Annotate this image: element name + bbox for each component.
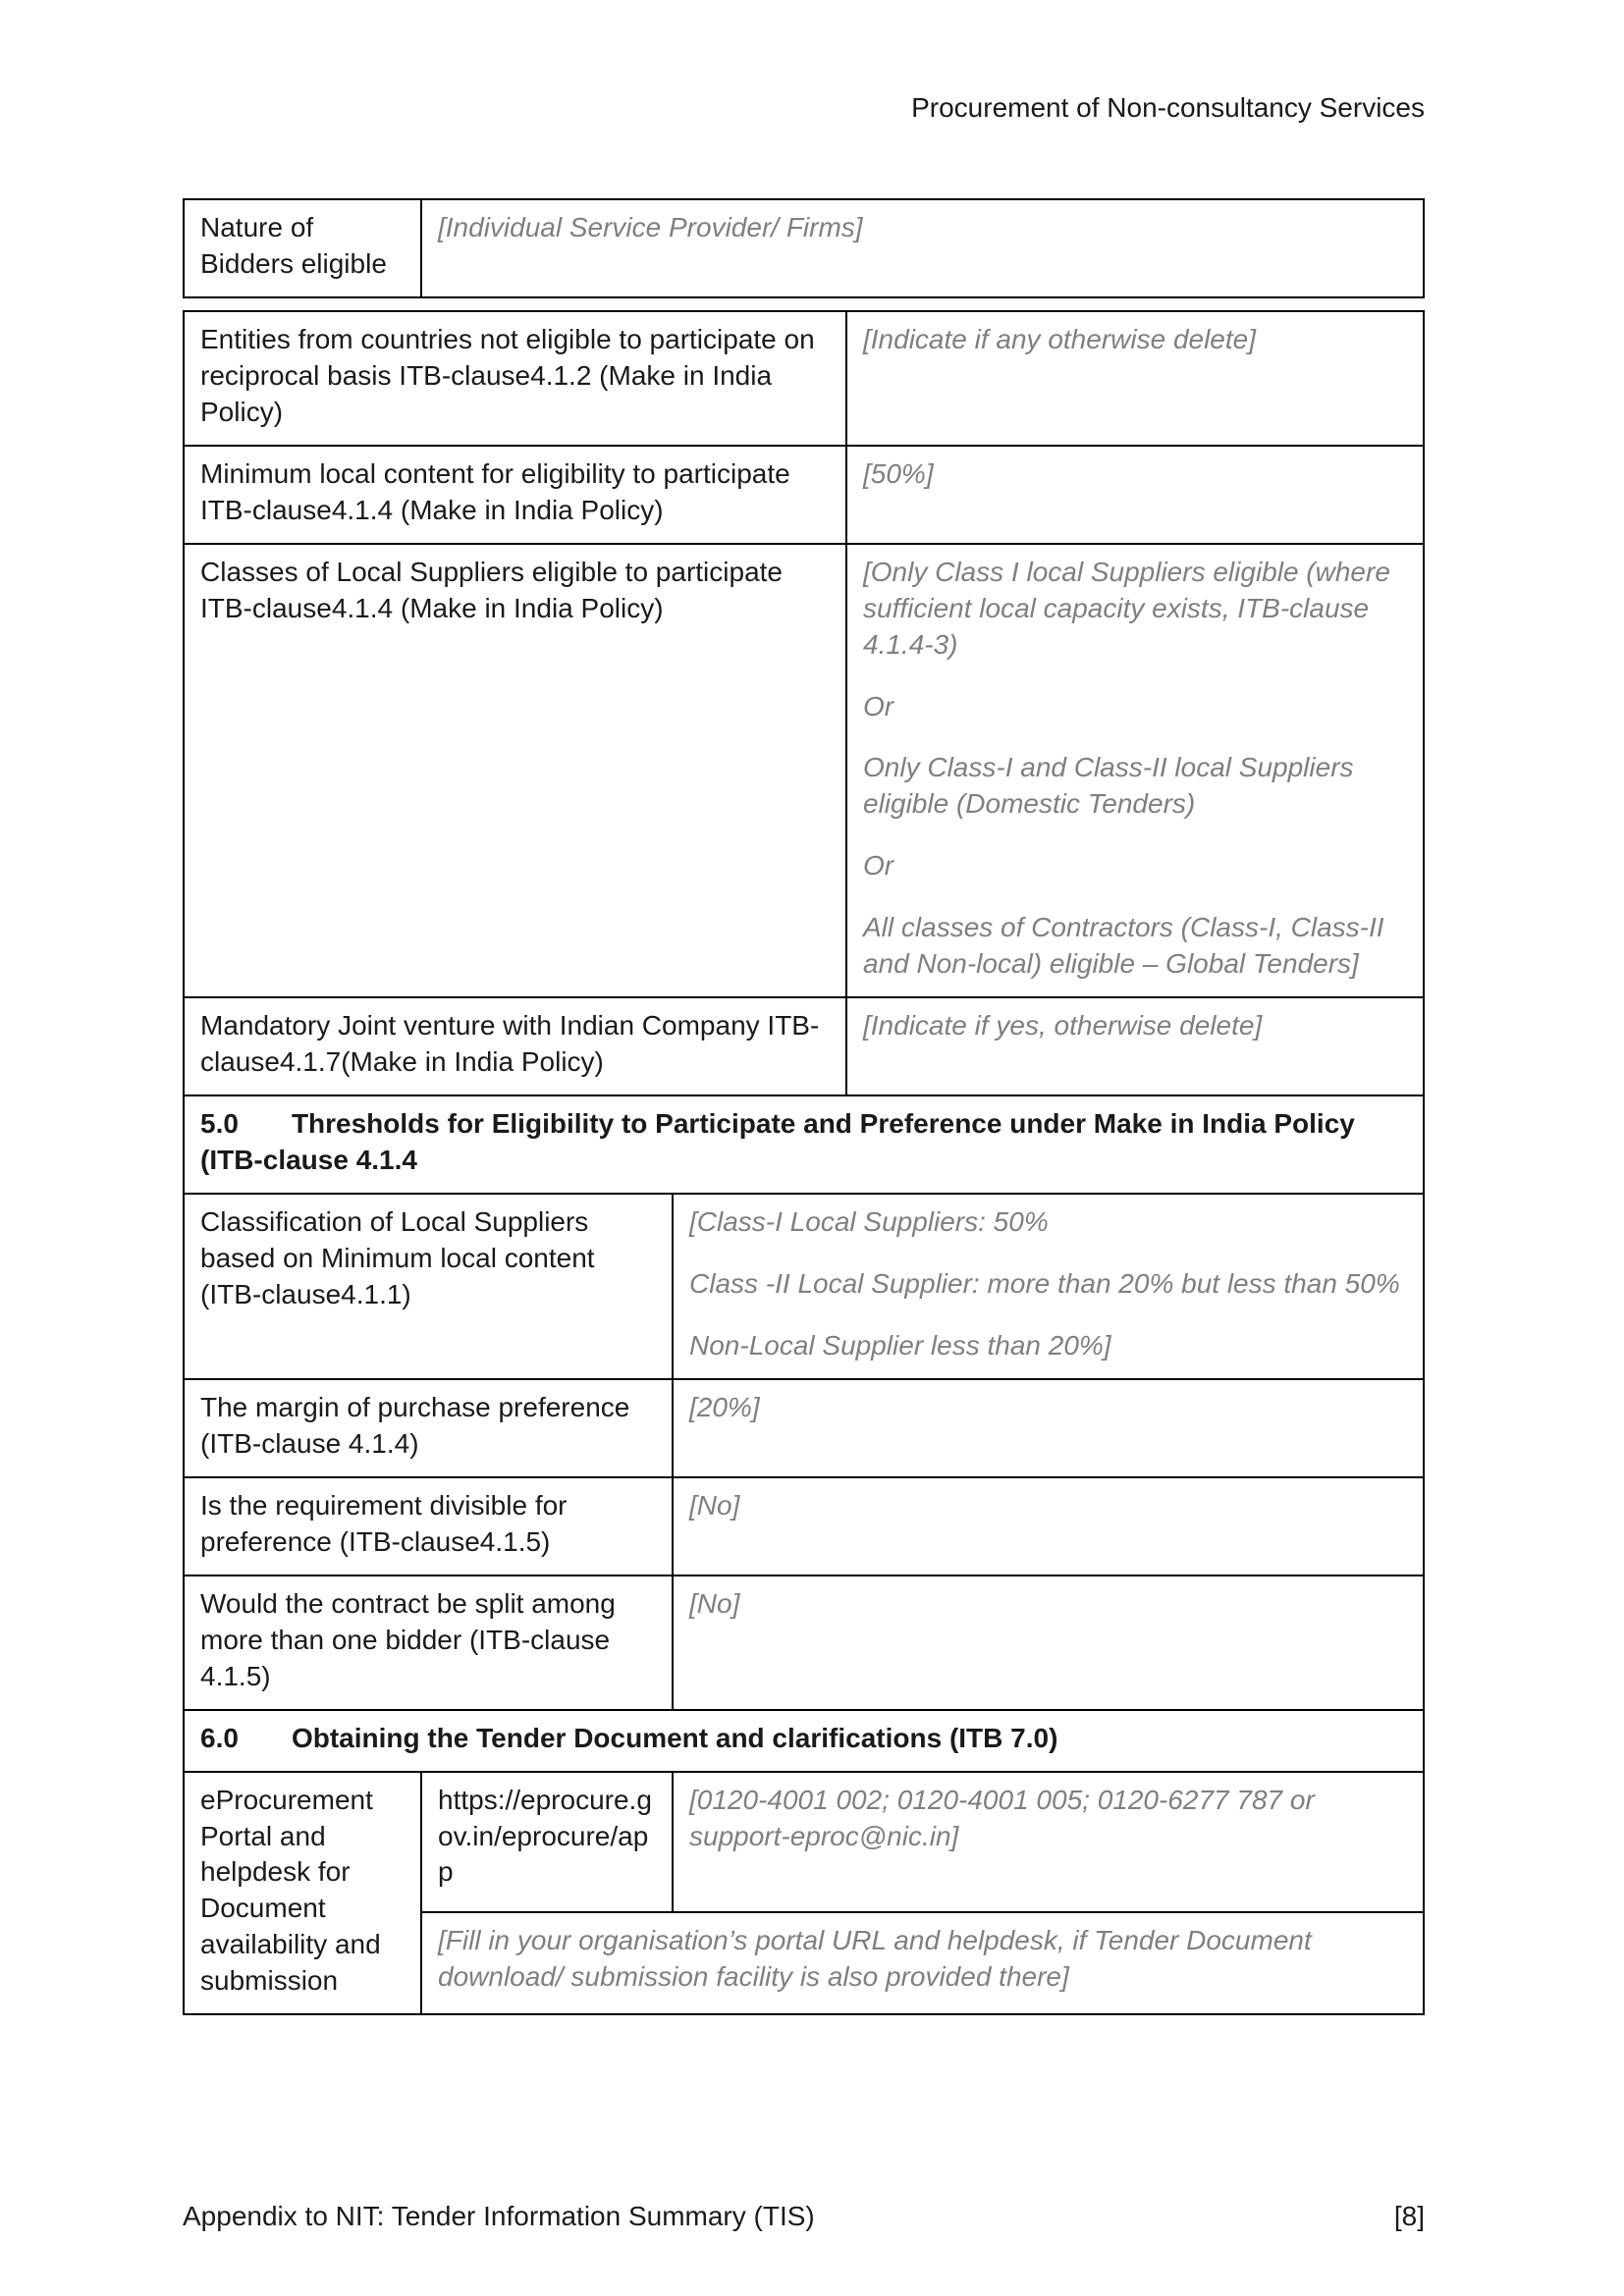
fill-note: [Fill in your organisation’s portal URL and helpdesk, if Tender Document download/ submission facility is also provided there]	[421, 1912, 1424, 2015]
value-paragraph: Class -II Local Supplier: more than 20% but less than 50%	[689, 1268, 1400, 1300]
table-row	[184, 1194, 1424, 1379]
row-label: Nature of Bidders eligible	[184, 199, 421, 297]
row-label: The margin of purchase preference (ITB-clause 4.1.4)	[184, 1379, 673, 1477]
helpdesk-contacts: [0120-4001 002; 0120-4001 005; 0120-6277 787 or support-eproc@nic.in]	[673, 1772, 1424, 1912]
nature-of-bidders-table	[183, 198, 1425, 298]
page-header: Procurement of Non-consultancy Services	[911, 92, 1425, 123]
section-number: 5.0	[200, 1108, 239, 1140]
footer-text: Appendix to NIT: Tender Information Summary (TIS)	[183, 2201, 815, 2231]
row-value: [Indicate if yes, otherwise delete]	[846, 997, 1424, 1095]
section-6-header-row	[184, 1710, 1424, 1772]
row-value: [50%]	[846, 446, 1424, 544]
document-content	[183, 198, 1425, 2015]
row-value	[673, 1194, 1424, 1379]
row-value: [Indicate if any otherwise delete]	[846, 311, 1424, 446]
eprocurement-row	[184, 1772, 1424, 1912]
row-label: Entities from countries not eligible to participate on reciprocal basis ITB-clause4.1.2 (Make in India Policy)	[184, 311, 846, 446]
section-title: Obtaining the Tender Document and clarifications (ITB 7.0)	[291, 1722, 1058, 1753]
row-label: Mandatory Joint venture with Indian Company ITB-clause4.1.7(Make in India Policy)	[184, 997, 846, 1095]
table-row	[184, 199, 1424, 297]
row-label: Classification of Local Suppliers based on Minimum local content (ITB-clause4.1.1)	[184, 1194, 673, 1379]
table-row	[184, 997, 1424, 1095]
page-number: [8]	[1393, 2201, 1425, 2231]
row-value	[846, 544, 1424, 998]
row-value: [20%]	[673, 1379, 1424, 1477]
value-paragraph: Only Class-I and Class-II local Suppliers eligible (Domestic Tenders)	[863, 752, 1354, 820]
table-row	[184, 544, 1424, 998]
row-label: Is the requirement divisible for preference (ITB-clause4.1.5)	[184, 1477, 673, 1575]
value-paragraph: [Only Class I local Suppliers eligible (where sufficient local capacity exists, ITB-clause 4.1.4-3)	[863, 556, 1390, 660]
row-label: Would the contract be split among more than one bidder (ITB-clause 4.1.5)	[184, 1575, 673, 1710]
table-row	[184, 1477, 1424, 1575]
value-paragraph: All classes of Contractors (Class-I, Class-II and Non-local) eligible – Global Tenders]	[863, 912, 1384, 980]
row-value: [Individual Service Provider/ Firms]	[421, 199, 1424, 297]
table-row	[184, 1379, 1424, 1477]
value-paragraph: Non-Local Supplier less than 20%]	[689, 1329, 1111, 1361]
section-6-header	[184, 1710, 1424, 1772]
page-footer	[183, 2199, 1425, 2235]
portal-url: https://eprocure.gov.in/eprocure/app	[421, 1772, 673, 1912]
row-value: [No]	[673, 1575, 1424, 1710]
value-paragraph: Or	[863, 850, 894, 881]
row-label: Minimum local content for eligibility to participate ITB-clause4.1.4 (Make in India Policy)	[184, 446, 846, 544]
row-label: eProcurement Portal and helpdesk for Document availability and submission	[184, 1772, 421, 2015]
table-spacer	[183, 298, 1425, 310]
table-row	[184, 1575, 1424, 1710]
value-paragraph: Or	[863, 690, 894, 721]
section-title: Thresholds for Eligibility to Participate and Preference under Make in India Policy (ITB-clause 4.1.4	[200, 1108, 1355, 1176]
tender-information-summary-table	[183, 310, 1425, 2015]
section-5-header-row	[184, 1095, 1424, 1194]
section-number: 6.0	[200, 1722, 239, 1753]
row-value: [No]	[673, 1477, 1424, 1575]
row-label: Classes of Local Suppliers eligible to participate ITB-clause4.1.4 (Make in India Policy)	[184, 544, 846, 998]
value-paragraph: [Class-I Local Suppliers: 50%	[689, 1206, 1049, 1238]
table-row	[184, 446, 1424, 544]
section-5-header	[184, 1095, 1424, 1194]
table-row	[184, 311, 1424, 446]
